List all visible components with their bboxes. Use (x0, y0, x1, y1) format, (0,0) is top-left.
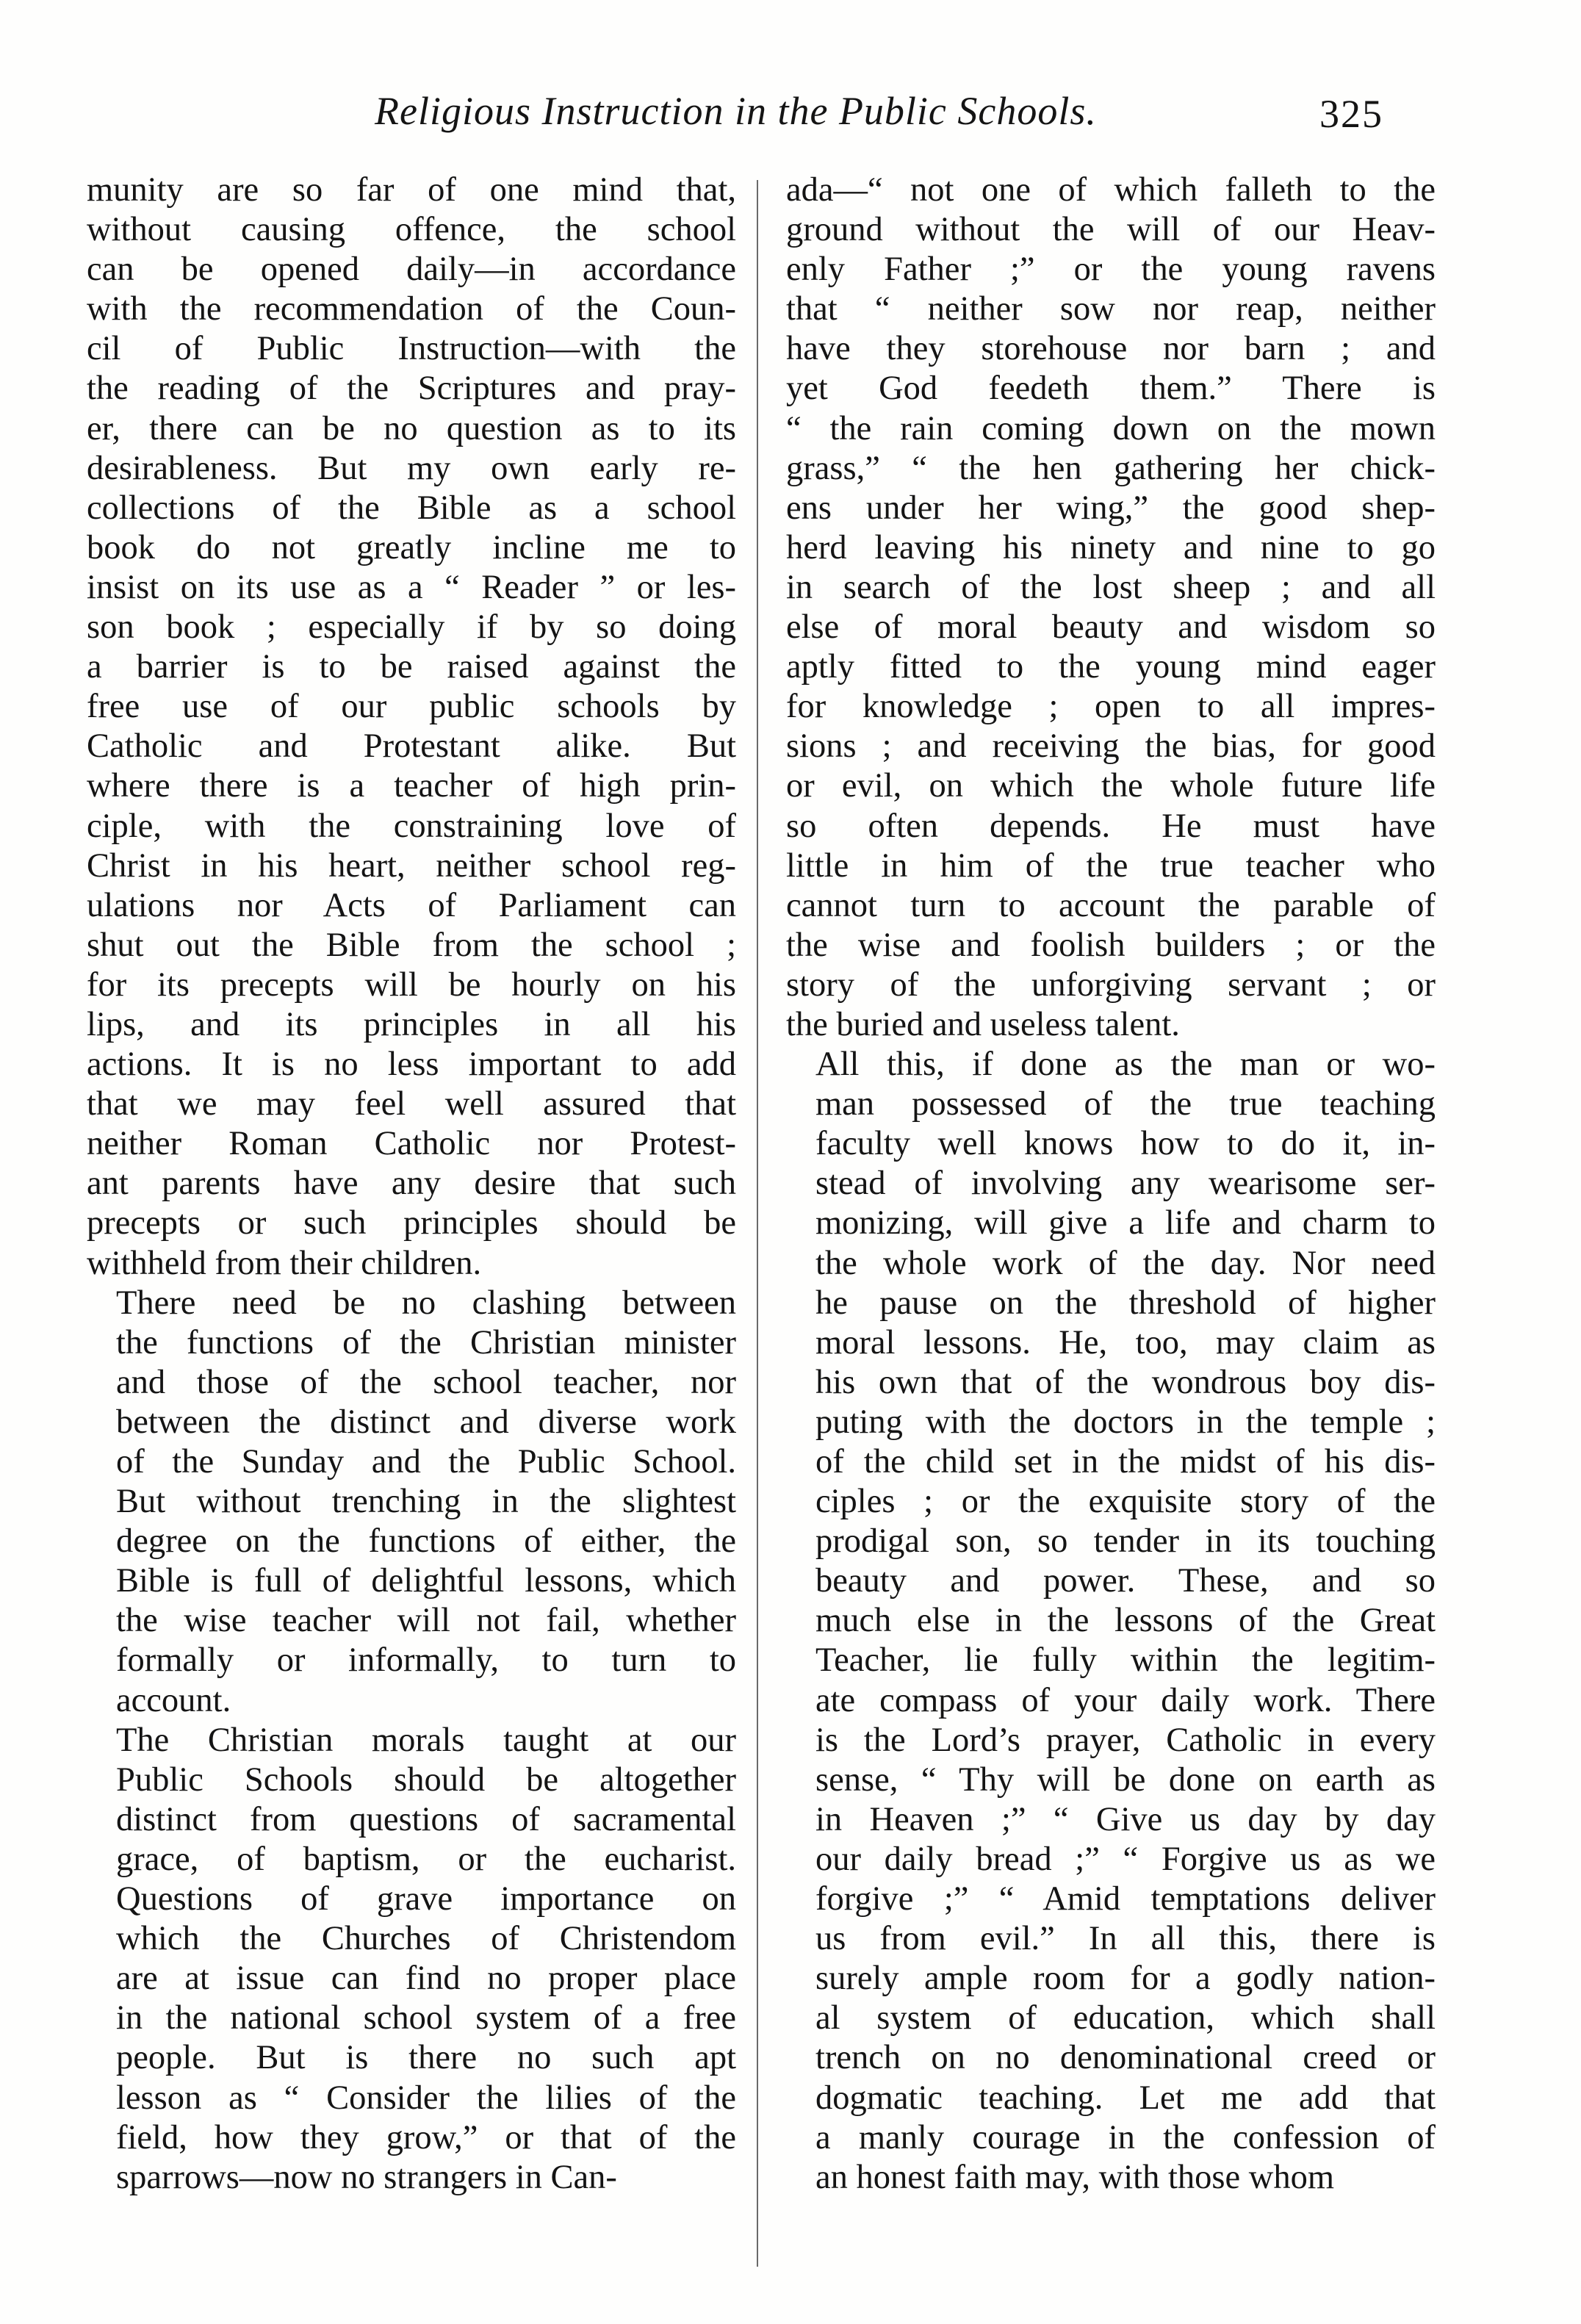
text-line: in the national school system of a free (116, 1999, 736, 2037)
text-line: account. (116, 1681, 231, 1719)
text-line: cannot turn to account the parable of (786, 886, 1436, 924)
text-line: the reading of the Scriptures and pray- (87, 370, 736, 408)
text-line: which the Churches of Christendom (116, 1920, 736, 1958)
text-line: sions ; and receiving the bias, for good (786, 727, 1436, 766)
text-line: are at issue can find no proper place (116, 1960, 736, 1998)
text-line: desirableness. But my own early re- (87, 449, 736, 487)
text-line: man possessed of the true teaching (815, 1085, 1436, 1123)
text-line: for knowledge ; open to all impres- (786, 688, 1436, 726)
text-line: the wise teacher will not fail, whether (116, 1602, 736, 1640)
text-line: precepts or such principles should be (87, 1204, 736, 1242)
paragraph (786, 170, 1436, 1045)
text-line: grass,” “ the hen gathering her chick- (786, 449, 1436, 487)
text-line: a barrier is to be raised against the (87, 648, 736, 686)
text-line: neither Roman Catholic nor Protest- (87, 1125, 736, 1163)
text-line: between the distinct and diverse work (116, 1403, 736, 1441)
text-line: ada—“ not one of which falleth to the (786, 171, 1436, 209)
text-line: actions. It is no less important to add (87, 1046, 736, 1084)
text-line: Teacher, lie fully within the legitim- (815, 1641, 1436, 1680)
running-title: Religious Instruction in the Public Schools. (375, 89, 1097, 133)
text-line: aptly fitted to the young mind eager (786, 648, 1436, 686)
text-line: surely ample room for a godly nation- (815, 1960, 1436, 1998)
text-line: withheld from their children. (87, 1244, 482, 1282)
text-line: us from evil.” In all this, there is (815, 1920, 1436, 1958)
text-line: people. But is there no such apt (116, 2039, 736, 2077)
text-line: else of moral beauty and wisdom so (786, 608, 1436, 647)
text-line: his own that of the wondrous boy dis- (815, 1363, 1436, 1401)
text-line: grace, of baptism, or the eucharist. (116, 1840, 736, 1878)
text-line: a manly courage in the confession of (815, 2118, 1436, 2156)
text-line: the wise and foolish builders ; or the (786, 926, 1436, 964)
text-line: ground without the will of our Heav- (786, 211, 1436, 249)
text-line: dogmatic teaching. Let me add that (815, 2079, 1436, 2117)
text-line: ciples ; or the exquisite story of the (815, 1483, 1436, 1521)
text-line: an honest faith may, with those whom (815, 2158, 1334, 2196)
text-line: Catholic and Protestant alike. But (87, 727, 736, 766)
text-line: little in him of the true teacher who (786, 846, 1436, 885)
text-line: much else in the lessons of the Great (815, 1602, 1436, 1640)
text-line: collections of the Bible as a school (87, 489, 736, 527)
text-line: ate compass of your daily work. There (815, 1681, 1436, 1719)
text-line: trench on no denominational creed or (815, 2039, 1436, 2077)
text-line: and those of the school teacher, nor (116, 1363, 736, 1401)
text-line: forgive ;” “ Amid temptations deliver (815, 1880, 1436, 1918)
text-line: the buried and useless talent. (786, 1005, 1180, 1043)
text-line: yet God feedeth them.” There is (786, 370, 1436, 408)
text-line: book do not greatly incline me to (87, 528, 736, 566)
text-line: in Heaven ;” “ Give us day by day (815, 1800, 1436, 1838)
text-line: is the Lord’s prayer, Catholic in every (815, 1721, 1436, 1759)
text-line: puting with the doctors in the temple ; (815, 1403, 1436, 1441)
column-divider (757, 180, 758, 2267)
text-line: Questions of grave importance on (116, 1880, 736, 1918)
text-line: our daily bread ;” “ Forgive us as we (815, 1840, 1436, 1878)
text-line: er, there can be no question as to its (87, 409, 736, 447)
text-line: the whole work of the day. Nor need (815, 1244, 1436, 1282)
text-line: where there is a teacher of high prin- (87, 767, 736, 805)
text-line: “ the rain coming down on the mown (786, 409, 1436, 447)
text-line: of the child set in the midst of his dis- (815, 1443, 1436, 1481)
text-line: Christ in his heart, neither school reg- (87, 846, 736, 885)
right-column (786, 170, 1436, 2198)
text-line: ciple, with the constraining love of (87, 807, 736, 845)
text-line: without causing offence, the school (87, 211, 736, 249)
text-line: free use of our public schools by (87, 688, 736, 726)
text-line: enly Father ;” or the young ravens (786, 251, 1436, 289)
text-line: But without trenching in the slightest (116, 1483, 736, 1521)
text-line: story of the unforgiving servant ; or (786, 965, 1436, 1004)
text-line: for its precepts will be hourly on his (87, 965, 736, 1004)
text-line: can be opened daily—in accordance (87, 251, 736, 289)
text-line: distinct from questions of sacramental (116, 1800, 736, 1838)
text-line: of the Sunday and the Public School. (116, 1443, 736, 1481)
text-line: with the recommendation of the Coun- (87, 290, 736, 328)
text-line: field, how they grow,” or that of the (116, 2118, 736, 2156)
text-line: formally or informally, to turn to (116, 1641, 736, 1680)
text-line: cil of Public Instruction—with the (87, 330, 736, 368)
text-line: son book ; especially if by so doing (87, 608, 736, 647)
text-line: stead of involving any wearisome ser- (815, 1165, 1436, 1203)
text-line: prodigal son, so tender in its touching (815, 1522, 1436, 1561)
text-line: moral lessons. He, too, may claim as (815, 1323, 1436, 1361)
paragraph (87, 1284, 736, 1721)
text-line: ulations nor Acts of Parliament can (87, 886, 736, 924)
text-line: shut out the Bible from the school ; (87, 926, 736, 964)
text-line: in search of the lost sheep ; and all (786, 568, 1436, 606)
text-line: munity are so far of one mind that, (87, 171, 736, 209)
left-column (87, 170, 736, 2198)
text-line: that we may feel well assured that (87, 1085, 736, 1123)
text-line: The Christian morals taught at our (116, 1721, 736, 1759)
text-line: lesson as “ Consider the lilies of the (116, 2079, 736, 2117)
text-line: have they storehouse nor barn ; and (786, 330, 1436, 368)
text-line: sense, “ Thy will be done on earth as (815, 1760, 1436, 1799)
text-line: he pause on the threshold of higher (815, 1284, 1436, 1322)
text-line: herd leaving his ninety and nine to go (786, 528, 1436, 566)
text-line: Public Schools should be altogether (116, 1760, 736, 1799)
text-line: Bible is full of delightful lessons, which (116, 1562, 736, 1600)
paragraph (87, 170, 736, 1284)
text-line: degree on the functions of either, the (116, 1522, 736, 1561)
text-line: There need be no clashing between (116, 1284, 736, 1322)
text-line: ant parents have any desire that such (87, 1165, 736, 1203)
text-line: All this, if done as the man or wo- (815, 1046, 1436, 1084)
paragraph (786, 1045, 1436, 2198)
text-line: the functions of the Christian minister (116, 1323, 736, 1361)
text-line: lips, and its principles in all his (87, 1005, 736, 1043)
text-line: faculty well knows how to do it, in- (815, 1125, 1436, 1163)
text-line: so often depends. He must have (786, 807, 1436, 845)
page-number: 325 (1319, 92, 1383, 136)
text-line: insist on its use as a “ Reader ” or les- (87, 568, 736, 606)
text-line: ens under her wing,” the good shep- (786, 489, 1436, 527)
text-line: or evil, on which the whole future life (786, 767, 1436, 805)
text-line: monizing, will give a life and charm to (815, 1204, 1436, 1242)
paragraph (87, 1721, 736, 2198)
text-line: beauty and power. These, and so (815, 1562, 1436, 1600)
text-line: al system of education, which shall (815, 1999, 1436, 2037)
text-line: sparrows—now no strangers in Can- (116, 2158, 617, 2196)
text-line: that “ neither sow nor reap, neither (786, 290, 1436, 328)
